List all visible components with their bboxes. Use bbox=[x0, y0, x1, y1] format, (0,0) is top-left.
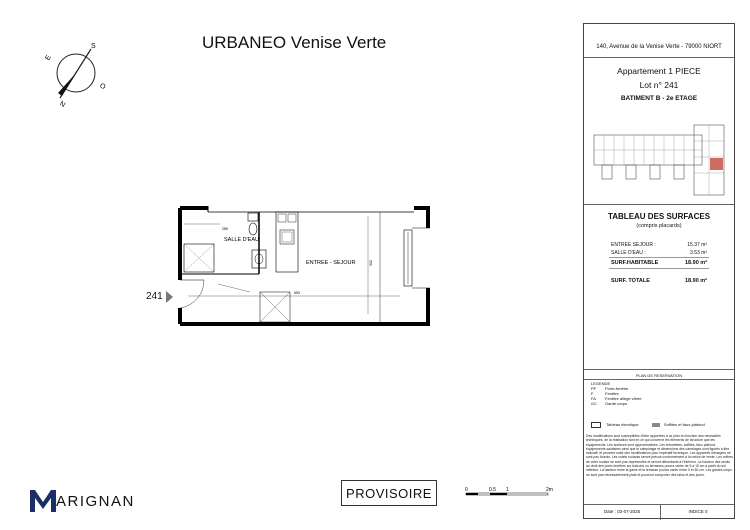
dim-label-right: 302 bbox=[369, 260, 373, 266]
surface-table-subtitle: (compris placards) bbox=[636, 223, 682, 229]
scale-tick-1: 1 bbox=[506, 487, 509, 493]
compass-label-o: O bbox=[98, 82, 107, 92]
legend-title: LEGENDE bbox=[591, 381, 611, 386]
soffit-swatch-icon bbox=[652, 423, 660, 427]
building-key-plan bbox=[590, 121, 730, 206]
compass-label-e: E bbox=[44, 54, 53, 62]
apartment-lot: Lot n° 241 bbox=[639, 80, 679, 90]
surface-table-title: TABLEAU DES SURFACES bbox=[607, 212, 711, 221]
compass-label-n: N bbox=[58, 100, 67, 109]
legend-symbols bbox=[591, 422, 731, 430]
project-title: URBANEO Venise Verte bbox=[202, 33, 387, 52]
legend-item: F Fenêtre bbox=[591, 391, 619, 396]
lot-arrow-icon bbox=[166, 291, 173, 303]
floor-plan bbox=[160, 196, 440, 336]
scale-tick-2: 2m bbox=[546, 487, 553, 493]
highlighted-lot bbox=[710, 158, 723, 170]
address: 140, Avenue de la Venise Verte - 79000 NIORT bbox=[596, 44, 722, 50]
surface-row-label: ENTREE SEJOUR : bbox=[611, 242, 656, 248]
dim-label-bottom: 653 bbox=[294, 291, 300, 295]
room-label-bath: SALLE D'EAU bbox=[224, 237, 259, 243]
surface-habitable-label: SURF.HABITABLE bbox=[611, 260, 659, 266]
lot-marker-label: 241 bbox=[146, 291, 163, 302]
electric-panel-label: Tableau électrique bbox=[606, 422, 639, 428]
surface-habitable-value: 18.90 m² bbox=[684, 260, 707, 266]
apartment-type: Appartement 1 PIECE bbox=[617, 66, 701, 76]
info-panel bbox=[583, 23, 735, 519]
lot-marker bbox=[146, 290, 186, 304]
surface-row-label: SALLE D'EAU : bbox=[611, 250, 646, 256]
scale-bar bbox=[458, 485, 558, 505]
legend bbox=[591, 381, 731, 406]
legend-item: PF Porte-fenêtre bbox=[591, 386, 629, 391]
disclaimer-notes: Des modifications sont susceptibles d'être apportées à ce plan en fonction des nécessités techniques, de la réalisation tant en ce qui concerne les éléments de structure que les équipements. Les surfaces sont approximatives. Les retombées, soffites, faux plafond, équipements sanitaires ainsi que le calepinage et dimensions des carrelages sont figurés à titre indicatif, et peuvent subir des modifications pour impératif technique. Les appareils ménagers ne sont pas fournis. Les volets roulants seront prévus conformément à la notice de vente. Les coffres de volet roulant ne sont pas représentés et seront débordants à l'intérieur. La hauteur des seuils au droit des porte-fenêtres sur balcons ou terrasses pourra varier de 5 à 15 cm à partir du sol intérieur. La hauteur entre la gaine et la terrasse pourra varier entre 0 et 60 cm. Les gardes-corps ne sont pas nécessairement plats et pourront comporter des talus et des joues. bbox=[586, 434, 733, 477]
plan-date: Date : 03-07-2025 bbox=[603, 509, 641, 514]
electric-panel-icon bbox=[591, 422, 601, 428]
logo-text: ARIGNAN bbox=[56, 493, 135, 510]
compass-label-s: S bbox=[91, 43, 96, 50]
marignan-logo bbox=[30, 490, 160, 514]
surface-row-value: 3.53 m² bbox=[690, 250, 707, 256]
surface-row-value: 15.37 m² bbox=[687, 242, 707, 248]
compass-rose bbox=[38, 36, 116, 110]
legend-item: GC Garde corps bbox=[591, 401, 628, 406]
dim-label-top: 289 bbox=[222, 227, 228, 231]
plan-index: INDICE 0 bbox=[688, 509, 708, 514]
logo-m-icon bbox=[30, 490, 56, 512]
legend-item: FA Fenêtre allège vitrée bbox=[591, 396, 642, 401]
building-floor: BATIMENT B - 2e ETAGE bbox=[620, 95, 698, 102]
room-label-main: ENTREE - SEJOUR bbox=[306, 260, 356, 266]
surface-total-value: 18.90 m² bbox=[684, 278, 707, 284]
scale-tick-05: 0.5 bbox=[489, 487, 496, 493]
soffit-label: Soffites et faux-plafond bbox=[663, 422, 705, 428]
plan-reservation-label: PLAN DE RESERVATION bbox=[635, 373, 683, 378]
scale-tick-0: 0 bbox=[465, 487, 468, 493]
provisional-stamp: PROVISOIRE bbox=[341, 480, 437, 506]
surface-total-label: SURF. TOTALE bbox=[611, 278, 650, 284]
